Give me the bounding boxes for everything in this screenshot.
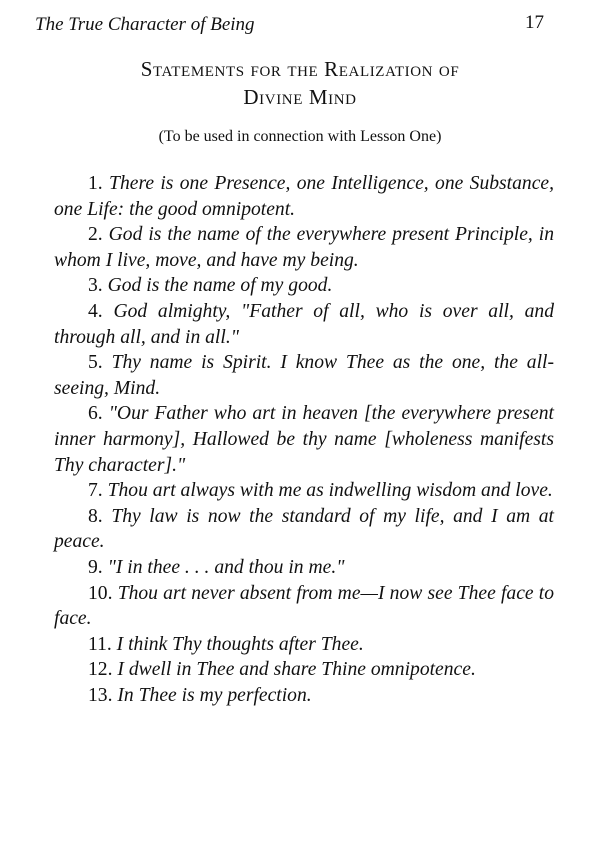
- statement-text: I think Thy thoughts after Thee.: [116, 633, 364, 655]
- statement-item: [54, 632, 554, 658]
- statement-number: 11.: [88, 633, 112, 655]
- section-subheading: (To be used in connection with Lesson One): [158, 128, 442, 145]
- statement-item: [54, 504, 554, 555]
- statement-number: 13.: [88, 684, 113, 706]
- statement-number: 2.: [88, 224, 103, 246]
- statement-number: 5.: [88, 352, 103, 374]
- statement-number: 9.: [88, 556, 103, 578]
- section-heading: [0, 55, 600, 111]
- statement-text: Thou art never absent from me—I now see Thee face to face.: [54, 582, 555, 630]
- statement-text: "I in thee . . . and thou in me.": [107, 556, 345, 578]
- statement-text: God is the name of the everywhere present Principle, in whom I live, move, and have my being.: [54, 224, 554, 271]
- statement-text: I dwell in Thee and share Thine omnipotence.: [117, 659, 476, 681]
- statement-text: God almighty, "Father of all, who is over all, and through all, and in all.": [54, 300, 554, 348]
- statement-text: Thy name is Spirit. I know Thee as the one, the all-seeing, Mind.: [54, 352, 554, 399]
- statement-text: Thy law is now the standard of my life, and I am at peace.: [54, 505, 554, 553]
- statement-number: 4.: [88, 300, 103, 322]
- statement-number: 12.: [88, 659, 113, 681]
- statement-text: There is one Presence, one Intelligence, one Substance, one Life: the good omnipotent.: [54, 173, 554, 220]
- statement-item: [54, 555, 554, 581]
- running-head: The True Character of Being: [35, 14, 255, 35]
- section-heading-line-1: Statements for the Realization of: [140, 57, 460, 81]
- statement-item: [54, 657, 554, 683]
- statement-item: [54, 401, 554, 478]
- statement-item: [54, 478, 554, 504]
- statement-number: 6.: [88, 403, 103, 425]
- statement-text: "Our Father who art in heaven [the everywhere present inner harmony], Hallowed be thy name [wholeness manifests Thy character].": [54, 403, 554, 476]
- statement-number: 1.: [88, 173, 103, 194]
- statement-list: [54, 171, 554, 708]
- statement-item: [54, 222, 554, 273]
- statement-item: [54, 683, 554, 709]
- statement-text: In Thee is my perfection.: [117, 684, 312, 706]
- section-heading-line-2: Divine Mind: [243, 85, 357, 109]
- statement-text: Thou art always with me as indwelling wisdom and love.: [107, 480, 553, 502]
- statement-item: [54, 581, 554, 632]
- statement-number: 3.: [88, 275, 103, 297]
- statement-number: 10.: [88, 582, 113, 604]
- statement-item: [54, 350, 554, 401]
- statement-item: [54, 299, 554, 350]
- page-number: 17: [525, 12, 544, 33]
- statement-item: [54, 171, 554, 222]
- statement-number: 7.: [88, 480, 103, 502]
- statement-text: God is the name of my good.: [107, 275, 333, 297]
- statement-item: [54, 273, 554, 299]
- statement-number: 8.: [88, 505, 103, 527]
